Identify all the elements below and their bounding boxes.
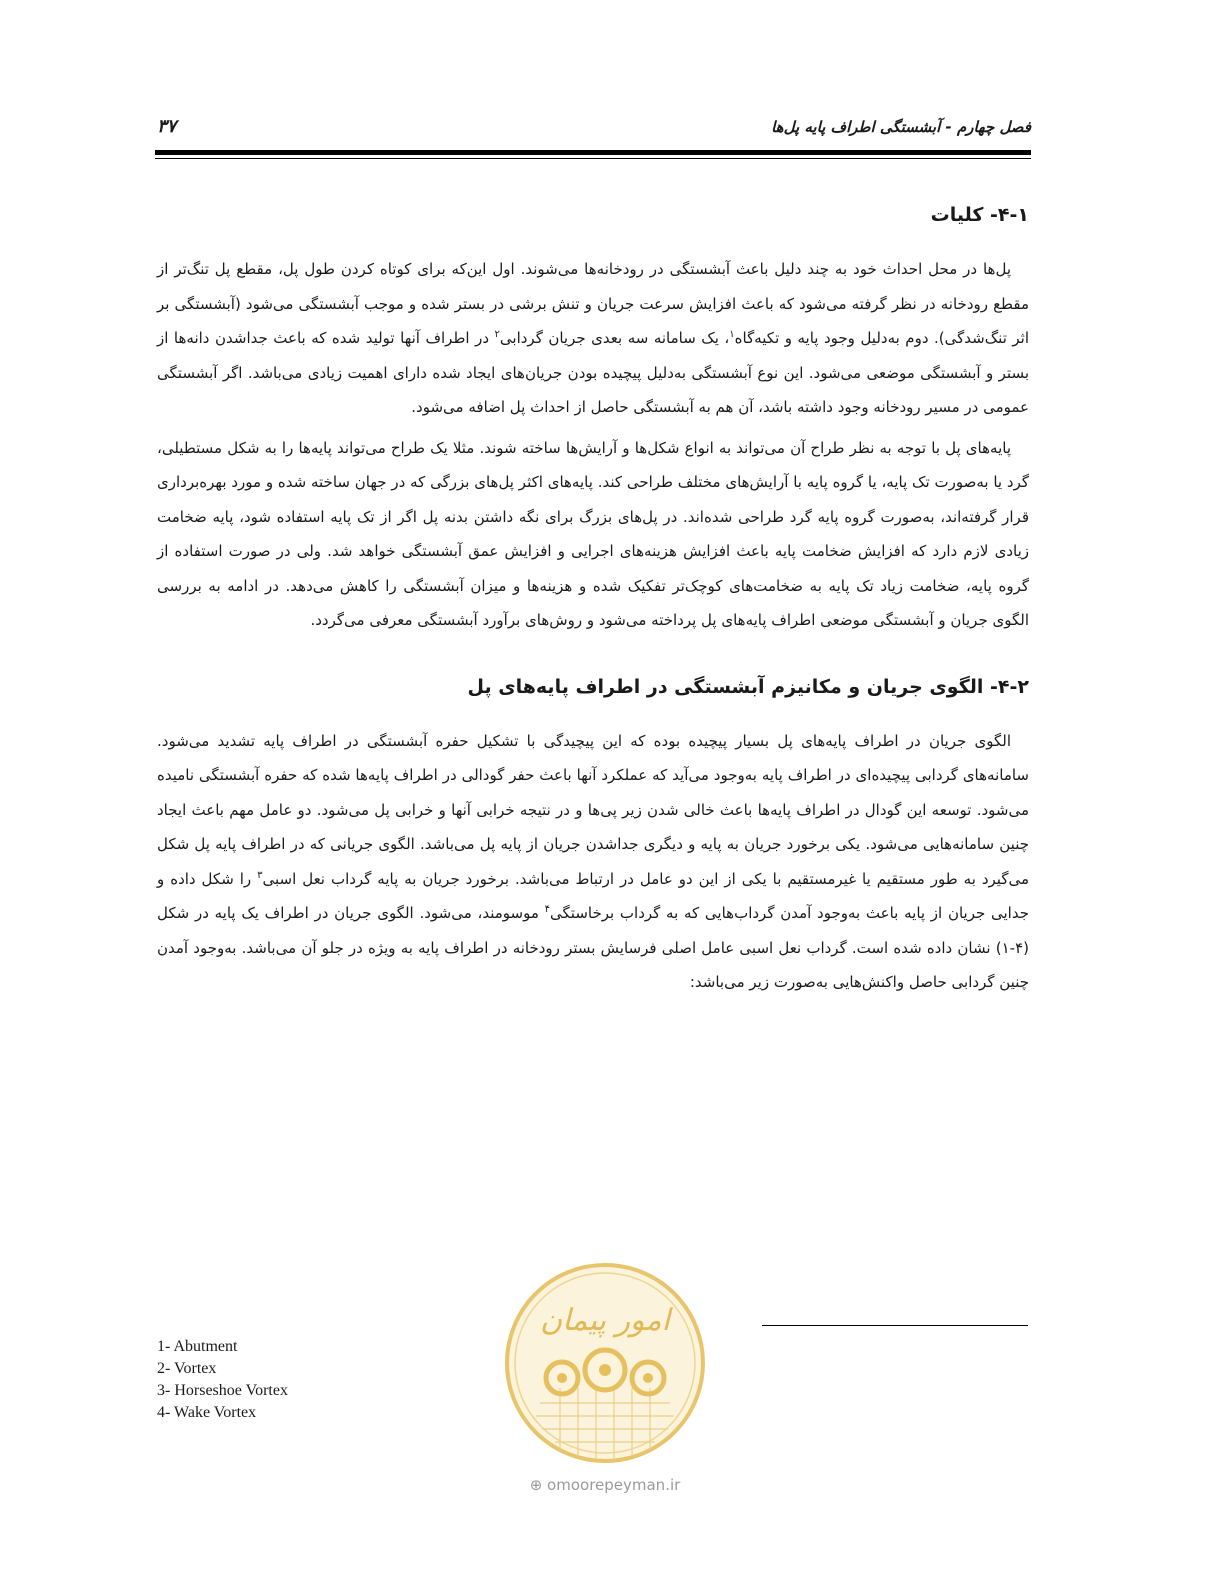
page-number: ۳۷: [157, 116, 177, 137]
paragraph-3-part-2: را شکل داده و جدایی جریان از پایه باعث به‌وجود آمدن گرداب‌هایی که به گرداب برخاستگی: [157, 869, 1029, 922]
paragraph-1-part-1: پل‌ها در محل احداث خود به چند دلیل باعث آبشستگی در رودخانه‌ها می‌شوند. اول این‌که برای کوتاه کردن طول پل، مقطع پل تنگ‌تر از مقطع رودخانه در نظر گرفته می‌شود که باعث افزایش سرعت جریان و تنش برشی در بستر شده و موجب آبشستگی می‌شود (آبشستگی بر اثر تنگ‌شدگی). دوم به‌دلیل وجود پایه و تکیه‌گاه: [157, 260, 1029, 347]
watermark-url: [500, 1476, 710, 1494]
paragraph-2: پایه‌های پل با توجه به نظر طراح آن می‌تواند به انواع شکل‌ها و آرایش‌ها ساخته شوند. مثلا یک طراح می‌تواند پایه‌ها را به شکل مستطیلی، گرد یا به‌صورت تک پایه، یا گروه پایه با آرایش‌های مختلف طراحی کند. پایه‌های اکثر پل‌های بزرگی که در جهان ساخته شده و مورد بهره‌برداری قرار گرفته‌اند، به‌صورت گروه پایه گرد طراحی شده‌اند. در پل‌های بزرگ برای نگه داشتن بدنه پل اگر از تک پایه استفاده شود، پایه ضخامت زیادی لازم دارد که افزایش ضخامت پایه باعث افزایش هزینه‌های اجرایی و افزایش عمق آبشستگی خواهد شد. ولی در صورت استفاده از گروه پایه، ضخامت زیاد تک پایه به ضخامت‌های کوچک‌تر تفکیک شده و هزینه‌ها و میزان آبشستگی را کاهش می‌دهد. در ادامه به بررسی الگوی جریان و آبشستگی موضعی اطراف پایه‌های پل پرداخته می‌شود و روش‌های برآورد آبشستگی معرفی می‌گردد.: [157, 438, 1029, 629]
paragraph-1: [157, 252, 1029, 425]
footnote-ref-3[interactable]: ۳: [257, 869, 263, 881]
footnote-4: 4- Wake Vortex: [157, 1404, 257, 1421]
footnote-2: 2- Vortex: [157, 1360, 217, 1377]
paragraph-3-part-3: موسومند، می‌شود. الگوی جریان در اطراف یک پایه در شکل (۴-۱) نشان داده شده است. گرداب نعل اسبی عامل اصلی فرسایش بستر رودخانه در اطراف پایه به ویژه در جلو آن می‌باشد. به‌وجود آمدن چنین گردابی حاصل واکنش‌هایی به‌صورت زیر می‌باشد:: [157, 904, 1029, 991]
watermark-url-text: omoorepeyman.ir: [547, 1476, 681, 1494]
chapter-title: فصل چهارم - آبشستگی اطراف پایه پل‌ها: [771, 118, 1031, 136]
watermark-logo-graphic: [500, 1258, 710, 1473]
footnote-ref-2[interactable]: ۲: [494, 329, 500, 340]
paragraph-3: [157, 724, 1029, 1000]
section-heading-1: ۴-۱- کلیات: [930, 204, 1029, 226]
main-content: [157, 200, 1029, 1006]
watermark-logo-text: امور پیمان: [540, 1303, 670, 1338]
footnote-ref-4[interactable]: ۴: [544, 904, 550, 915]
section-heading-2: ۴-۲- الگوی جریان و مکانیزم آبشستگی در اطراف پایه‌های پل: [467, 675, 1029, 698]
header-rule-thin: [155, 158, 1031, 159]
footnote-1: 1- Abutment: [157, 1338, 238, 1355]
footnotes: [157, 1336, 417, 1424]
running-header: [155, 116, 1031, 146]
globe-icon: ⊕: [529, 1476, 543, 1494]
footnote-ref-1[interactable]: ۱: [729, 329, 735, 340]
footnote-separator: [762, 1325, 1028, 1326]
footnote-3: 3- Horseshoe Vortex: [157, 1382, 288, 1399]
header-rule-thick: [155, 150, 1031, 155]
paragraph-3-part-1: الگوی جریان در اطراف پایه‌های پل بسیار پیچیده بوده که این پیچیدگی با تشکیل حفره آبشستگی در اطراف پایه تشدید می‌شود. سامانه‌های گردابی پیچیده‌ای در اطراف پایه به‌وجود می‌آید که عملکرد آنها باعث حفر گودالی در اطراف پایه‌ها شده که حفره آبشستگی نامیده می‌شود. توسعه این گودال در اطراف پایه‌ها باعث خالی شدن زیر پی‌ها و در نتیجه خرابی آنها و خرابی پل می‌شود. دو عامل مهم باعث ایجاد چنین سامانه‌هایی می‌شود. یکی برخورد جریان به پایه و دیگری جداشدن جریان از پایه پل می‌باشد. الگوی جریانی که در اطراف پایه پل شکل می‌گیرد به طور مستقیم یا غیرمستقیم با یکی از این دو عامل در ارتباط می‌باشد. برخورد جریان به پایه گرداب نعل اسبی: [157, 731, 1029, 888]
paragraph-1-part-3: در اطراف آنها تولید شده که باعث جداشدن دانه‌ها از بستر و آبشستگی موضعی می‌شود. این نوع آبشستگی به‌دلیل پیچیده بودن جریان‌های ایجاد شده دارای اهمیت زیادی می‌باشد. اگر آبشستگی عمومی در مسیر رودخانه وجود داشته باشد، آن هم به آبشستگی حاصل از احداث پل اضافه می‌شود.: [157, 329, 1029, 416]
watermark-logo: [500, 1258, 710, 1498]
paragraph-1-part-2: ، یک سامانه سه بعدی جریان گردابی: [499, 329, 730, 347]
